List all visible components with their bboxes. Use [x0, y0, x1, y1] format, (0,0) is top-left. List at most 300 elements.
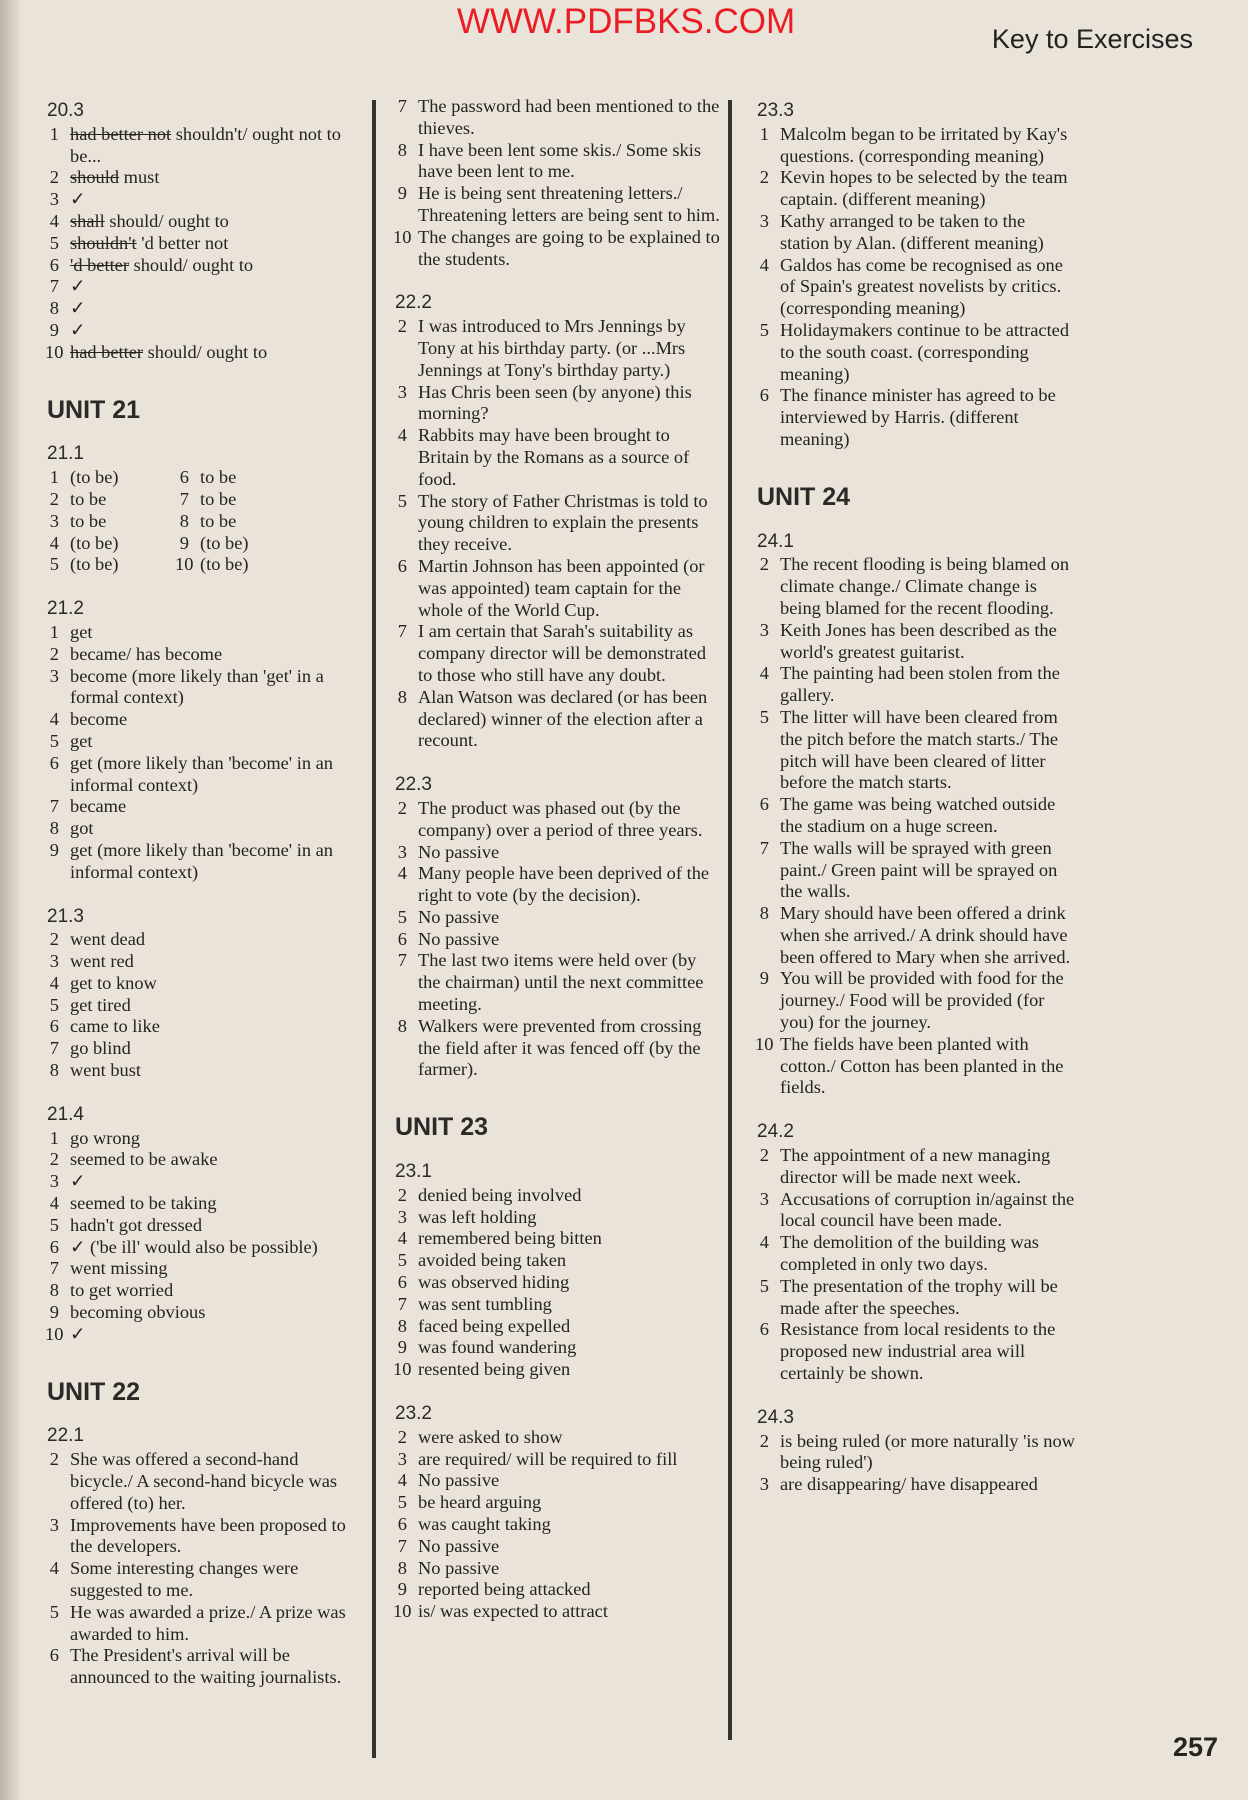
answer-number: 7 — [397, 1535, 407, 1556]
answer-number: 5 — [49, 554, 59, 575]
answer-text: The password had been mentioned to the thieves. — [418, 96, 720, 138]
answer-text: The painting had been stolen from the gallery. — [780, 663, 1060, 706]
answer-text: Resistance from local residents to the proposed new industrial area will certainly be shown. — [780, 1319, 1056, 1384]
answer-item — [45, 1302, 365, 1324]
answer-item — [393, 491, 723, 556]
answer-number: 8 — [397, 1315, 407, 1336]
answer-text: Accusations of corruption in/against the local council have been made. — [780, 1188, 1075, 1231]
answer-item — [175, 489, 325, 511]
answer-text: become (more likely than 'get' in a formal context) — [70, 665, 324, 708]
answer-item — [393, 1207, 723, 1229]
answer-item — [175, 467, 325, 489]
answer-number: 8 — [49, 1060, 59, 1081]
answer-number: 1 — [49, 1127, 59, 1148]
answer-number: 6 — [49, 254, 59, 275]
answer-text: No passive — [418, 1557, 500, 1578]
answer-text: The litter will have been cleared from the pitch before the match starts./ The pitch will have been cleared of litter before the match starts. — [780, 706, 1058, 793]
answer-number: 4 — [397, 1470, 407, 1491]
answer-item — [393, 1359, 723, 1381]
answer-number: 4 — [397, 1228, 407, 1249]
answer-text: Has Chris been seen (by anyone) this morning? — [418, 381, 692, 424]
answer-number: 5 — [49, 994, 59, 1015]
answer-number: 4 — [397, 863, 407, 884]
answer-text: Rabbits may have been brought to Britain by the Romans as a source of food. — [418, 425, 690, 489]
answer-number: 10 — [393, 1601, 412, 1622]
answer-item — [393, 1558, 723, 1580]
answer-text: ✓ — [70, 1171, 86, 1192]
answer-item — [393, 140, 723, 184]
answer-item — [45, 489, 175, 511]
answer-item — [393, 1316, 723, 1338]
answer-number: 8 — [49, 298, 59, 319]
answer-item — [45, 796, 365, 818]
answer-text: (to be) — [70, 554, 119, 575]
answer-number: 3 — [49, 951, 59, 972]
answer-item — [393, 425, 723, 490]
answer-number: 7 — [49, 276, 59, 297]
answer-text: I was introduced to Mrs Jennings by Tony at his birthday party. (or ...Mrs Jennings at Tony's birthday party.) — [418, 316, 686, 380]
answer-item — [45, 533, 175, 555]
answer-number: 8 — [397, 1015, 407, 1036]
answer-number: 2 — [397, 797, 407, 818]
answer-item — [45, 622, 365, 644]
answer-number: 3 — [759, 210, 769, 231]
answer-text: was observed hiding — [418, 1272, 570, 1293]
answer-number: 4 — [49, 210, 59, 231]
answer-item — [755, 124, 1075, 168]
answer-text: was found wandering — [418, 1337, 577, 1358]
answer-item — [393, 382, 723, 426]
answer-number: 6 — [49, 752, 59, 773]
answer-item — [45, 1038, 365, 1060]
answer-number: 9 — [49, 1302, 59, 1323]
answer-text: shouldn't/ ought not to be... — [70, 123, 341, 166]
answer-number: 10 — [393, 226, 412, 247]
answer-number: 5 — [49, 1214, 59, 1235]
answer-item — [393, 950, 723, 1015]
exercise-label: 23.3 — [757, 100, 794, 121]
answer-text: Kevin hopes to be selected by the team captain. (different meaning) — [780, 167, 1068, 210]
answer-list — [755, 554, 1075, 1099]
answer-text: Martin Johnson has been appointed (or was appointed) team captain for the whole of the World Cup. — [418, 555, 705, 620]
answer-item — [393, 1016, 723, 1081]
answer-list — [393, 316, 723, 752]
answer-item — [45, 818, 365, 840]
answer-text: get (more likely than 'become' in an informal context) — [70, 752, 333, 795]
answer-number: 7 — [397, 950, 407, 971]
answer-item — [45, 644, 365, 666]
answer-text: The demolition of the building was completed in only two days. — [780, 1232, 1039, 1275]
answer-number: 5 — [759, 1275, 769, 1296]
answer-item — [393, 1470, 723, 1492]
answer-number: 6 — [397, 928, 407, 949]
answer-item — [393, 1427, 723, 1449]
answer-text: are required/ will be required to fill — [418, 1448, 678, 1469]
answer-text: Mary should have been offered a drink when she arrived./ A drink should have been offered to Mary when she arrived. — [780, 903, 1071, 967]
answer-item — [45, 1515, 365, 1559]
answer-item — [393, 1250, 723, 1272]
answer-number: 7 — [49, 796, 59, 817]
answer-item — [393, 96, 723, 140]
column-rule-1 — [372, 100, 376, 1758]
watermark: WWW.PDFBKS.COM — [456, 2, 796, 41]
answer-list — [45, 929, 365, 1082]
exercise-label: 21.1 — [47, 443, 84, 465]
answer-item — [45, 1324, 365, 1346]
answer-item — [45, 167, 365, 189]
answer-item — [45, 951, 365, 973]
answer-text: should/ ought to — [104, 210, 229, 231]
answer-item — [393, 1449, 723, 1471]
answer-text: (to be) — [70, 532, 119, 553]
answer-number: 4 — [759, 663, 769, 684]
answer-number: 3 — [397, 841, 407, 862]
answer-item — [45, 554, 175, 576]
answer-text: You will be provided with food for the journey./ Food will be provided (for you) for the journey. — [780, 968, 1064, 1033]
answer-text: to be — [200, 467, 237, 488]
answer-text: to be — [200, 488, 237, 509]
answer-list — [45, 124, 365, 364]
answer-number: 2 — [397, 316, 407, 337]
answer-item — [45, 211, 365, 233]
answer-number: 6 — [759, 794, 769, 815]
answer-list — [393, 798, 723, 1081]
answer-item — [393, 1228, 723, 1250]
column-1 — [45, 96, 365, 1689]
answer-text: The presentation of the trophy will be made after the speeches. — [780, 1275, 1058, 1318]
answer-item — [45, 320, 365, 342]
answer-number: 7 — [49, 1038, 59, 1059]
answer-number: 6 — [179, 467, 189, 488]
answer-number: 3 — [49, 510, 59, 531]
answer-item — [45, 1280, 365, 1302]
answer-item — [45, 1215, 365, 1237]
answer-text: is/ was expected to attract — [418, 1601, 608, 1622]
answer-number: 5 — [759, 706, 769, 727]
answer-number: 2 — [49, 1149, 59, 1170]
answer-text: denied being involved — [418, 1184, 582, 1205]
answer-text: get — [70, 621, 93, 642]
answer-number: 4 — [759, 1232, 769, 1253]
answer-text: No passive — [418, 1535, 500, 1556]
answer-text: No passive — [418, 1470, 500, 1491]
answer-item — [45, 511, 175, 533]
answer-item — [755, 1276, 1075, 1320]
answer-text: became/ has become — [70, 643, 223, 664]
answer-text: was caught taking — [418, 1514, 551, 1535]
answer-number: 8 — [397, 686, 407, 707]
answer-item — [45, 973, 365, 995]
answer-text: Alan Watson was declared (or has been declared) winner of the election after a recount. — [418, 686, 708, 751]
answer-list — [393, 1427, 723, 1623]
answer-item — [755, 211, 1075, 255]
answer-item — [393, 907, 723, 929]
answer-text: Some interesting changes were suggested to me. — [70, 1558, 299, 1601]
answer-item — [45, 1171, 365, 1193]
answer-item — [755, 1189, 1075, 1233]
exercise-label: 24.3 — [757, 1406, 794, 1428]
answer-item — [393, 1337, 723, 1359]
answer-text: is being ruled (or more naturally 'is now being ruled') — [780, 1430, 1075, 1473]
answer-text: ✓ — [70, 276, 86, 297]
answer-text: The appointment of a new managing director will be made next week. — [780, 1145, 1051, 1187]
answer-text: go wrong — [70, 1127, 140, 1148]
unit-heading: UNIT 23 — [395, 1113, 489, 1142]
answer-text: She was offered a second-hand bicycle./ A second-hand bicycle was offered (to) her. — [70, 1449, 338, 1513]
answer-number: 9 — [397, 1337, 407, 1358]
answer-item — [175, 511, 325, 533]
answer-text: got — [70, 818, 94, 839]
answer-number: 6 — [397, 555, 407, 576]
answer-text: Improvements have been proposed to the developers. — [70, 1514, 346, 1557]
answer-item — [45, 233, 365, 255]
answer-number: 5 — [49, 1601, 59, 1622]
answer-text: Kathy arranged to be taken to the station by Alan. (different meaning) — [780, 210, 1044, 253]
answer-item — [755, 903, 1075, 968]
answer-grid — [45, 467, 365, 576]
answer-text: The finance minister has agreed to be interviewed by Harris. (different meaning) — [780, 385, 1056, 449]
running-head: Key to Exercises — [991, 24, 1193, 54]
answer-item — [393, 621, 723, 686]
answer-number: 3 — [49, 189, 59, 210]
exercise-label: 24.2 — [757, 1121, 794, 1143]
answer-text: get tired — [70, 994, 131, 1015]
answer-item — [45, 1602, 365, 1646]
answer-text: ✓ — [70, 298, 86, 319]
answer-number: 2 — [49, 167, 59, 188]
column-3 — [755, 96, 1075, 1496]
answer-text: The story of Father Christmas is told to young children to explain the presents they receive. — [418, 490, 708, 555]
answer-number: 7 — [179, 488, 189, 509]
struck-text: shouldn't — [70, 232, 137, 253]
answer-item — [755, 167, 1075, 211]
answer-number: 3 — [759, 1188, 769, 1209]
answer-item — [45, 1128, 365, 1150]
answer-number: 3 — [397, 1448, 407, 1469]
answer-item — [393, 1514, 723, 1536]
answer-number: 6 — [397, 1272, 407, 1293]
answer-number: 3 — [759, 619, 769, 640]
answer-text: The product was phased out (by the company) over a period of three years. — [418, 797, 703, 840]
answer-item — [755, 663, 1075, 707]
answer-item — [755, 707, 1075, 794]
answer-item — [393, 227, 723, 271]
answer-item — [45, 666, 365, 710]
answer-item — [755, 620, 1075, 664]
answer-text: No passive — [418, 928, 500, 949]
answer-text: to be — [70, 488, 107, 509]
answer-text: become — [70, 709, 128, 730]
answer-item — [393, 1601, 723, 1623]
answer-text: get to know — [70, 972, 157, 993]
exercise-label: 21.4 — [47, 1103, 84, 1125]
answer-number: 5 — [49, 232, 59, 253]
answer-item — [175, 533, 325, 555]
answer-number: 6 — [49, 1236, 59, 1257]
answer-item — [755, 794, 1075, 838]
answer-number: 2 — [397, 1426, 407, 1447]
answer-text: Many people have been deprived of the right to vote (by the decision). — [418, 863, 710, 906]
answer-number: 3 — [759, 1474, 769, 1495]
answer-text: The recent flooding is being blamed on climate change./ Climate change is being blamed for the recent flooding. — [780, 554, 1070, 618]
answer-number: 10 — [45, 1323, 64, 1344]
answer-text: went dead — [70, 929, 146, 950]
answer-number: 9 — [179, 532, 189, 553]
answer-text: must — [119, 167, 160, 188]
answer-list — [393, 96, 723, 270]
answer-item — [755, 1145, 1075, 1189]
answer-number: 6 — [49, 1645, 59, 1666]
answer-number: 8 — [397, 1557, 407, 1578]
answer-number: 7 — [397, 621, 407, 642]
answer-number: 5 — [397, 490, 407, 511]
answer-number: 3 — [49, 665, 59, 686]
struck-text: had better not — [70, 123, 172, 144]
answer-item — [755, 968, 1075, 1033]
column-2 — [393, 96, 723, 1623]
answer-text: faced being expelled — [418, 1315, 571, 1336]
answer-text: to be — [200, 510, 237, 531]
answer-number: 10 — [175, 554, 194, 575]
answer-text: went red — [70, 951, 134, 972]
answer-item — [45, 276, 365, 298]
unit-heading: UNIT 21 — [47, 395, 141, 424]
answer-number: 5 — [397, 1492, 407, 1513]
answer-item — [45, 1060, 365, 1082]
answer-item — [393, 1579, 723, 1601]
answer-item — [755, 1474, 1075, 1496]
answer-item — [755, 1034, 1075, 1099]
answer-text: No passive — [418, 841, 500, 862]
unit-heading: UNIT 22 — [47, 1377, 141, 1406]
answer-number: 2 — [49, 1449, 59, 1470]
answer-number: 9 — [397, 183, 407, 204]
answer-item — [393, 1185, 723, 1207]
answer-text: The President's arrival will be announced to the waiting journalists. — [70, 1645, 342, 1688]
answer-list — [45, 1449, 365, 1689]
answer-number: 2 — [759, 167, 769, 188]
exercise-label: 21.3 — [47, 905, 84, 927]
answer-item — [755, 320, 1075, 385]
answer-number: 9 — [49, 839, 59, 860]
answer-text: are disappearing/ have disappeared — [780, 1474, 1038, 1495]
answer-text: became — [70, 796, 127, 817]
answer-number: 6 — [759, 1319, 769, 1340]
answer-text: reported being attacked — [418, 1579, 591, 1600]
answer-number: 1 — [49, 621, 59, 642]
answer-number: 9 — [397, 1579, 407, 1600]
answer-number: 2 — [49, 643, 59, 664]
answer-item — [45, 731, 365, 753]
answer-item — [393, 842, 723, 864]
answer-text: Walkers were prevented from crossing the field after it was fenced off (by the farmer). — [418, 1015, 702, 1080]
answer-text: seemed to be awake — [70, 1149, 218, 1170]
answer-item — [393, 316, 723, 381]
answer-item — [45, 1449, 365, 1514]
answer-item — [393, 929, 723, 951]
answer-number: 5 — [397, 906, 407, 927]
answer-item — [393, 556, 723, 621]
answer-item — [393, 1492, 723, 1514]
answer-text: avoided being taken — [418, 1250, 567, 1271]
answer-item — [755, 554, 1075, 619]
answer-text: ✓ — [70, 189, 86, 210]
answer-number: 2 — [49, 488, 59, 509]
answer-list — [45, 1128, 365, 1346]
answer-item — [393, 863, 723, 907]
answer-text: went bust — [70, 1060, 142, 1081]
answer-text: came to like — [70, 1016, 160, 1037]
answer-item — [45, 753, 365, 797]
answer-number: 2 — [759, 1145, 769, 1166]
answer-number: 5 — [759, 319, 769, 340]
answer-text: hadn't got dressed — [70, 1214, 203, 1235]
answer-number: 10 — [755, 1033, 774, 1054]
answer-number: 5 — [49, 730, 59, 751]
answer-number: 4 — [49, 709, 59, 730]
answer-text: The game was being watched outside the stadium on a huge screen. — [780, 794, 1056, 836]
answer-number: 4 — [49, 972, 59, 993]
answer-item — [45, 840, 365, 884]
exercise-label: 22.3 — [395, 774, 432, 796]
answer-item — [45, 255, 365, 277]
answer-item — [45, 467, 175, 489]
answer-text: ✓ — [70, 319, 86, 340]
answer-text: Galdos has come be recognised as one of Spain's greatest novelists by critics. (corresponding meaning) — [780, 254, 1063, 319]
answer-text: to get worried — [70, 1280, 174, 1301]
answer-text: was left holding — [418, 1206, 537, 1227]
exercise-label: 24.1 — [757, 530, 794, 552]
answer-text: The changes are going to be explained to the students. — [418, 226, 720, 269]
answer-number: 4 — [49, 1558, 59, 1579]
page-number: 257 — [1172, 1732, 1218, 1762]
answer-text: resented being given — [418, 1359, 571, 1380]
answer-number: 5 — [397, 1250, 407, 1271]
answer-number: 4 — [759, 254, 769, 275]
answer-text: (to be) — [70, 467, 119, 488]
answer-number: 2 — [759, 1430, 769, 1451]
answer-text: ✓ ('be ill' would also be possible) — [70, 1236, 318, 1257]
answer-number: 8 — [179, 510, 189, 531]
answer-list — [755, 1145, 1075, 1385]
answer-number: 10 — [393, 1359, 412, 1380]
answer-number: 2 — [759, 554, 769, 575]
answer-item — [45, 929, 365, 951]
answer-number: 6 — [49, 1016, 59, 1037]
answer-list — [45, 622, 365, 884]
answer-number: 8 — [49, 818, 59, 839]
answer-number: 3 — [397, 1206, 407, 1227]
answer-text: ✓ — [70, 1323, 86, 1344]
answer-text: should/ ought to — [143, 341, 268, 362]
answer-number: 8 — [49, 1280, 59, 1301]
answer-item — [393, 1294, 723, 1316]
answer-item — [45, 298, 365, 320]
answer-item — [45, 1237, 365, 1259]
answer-text: I have been lent some skis./ Some skis have been lent to me. — [418, 139, 701, 182]
answer-text: were asked to show — [418, 1426, 563, 1447]
answer-item — [45, 1558, 365, 1602]
answer-text: to be — [70, 510, 107, 531]
answer-item — [45, 1645, 365, 1689]
answer-text: should/ ought to — [128, 254, 254, 275]
exercise-label: 22.1 — [47, 1425, 84, 1447]
answer-text: The last two items were held over (by the chairman) until the next committee meeting. — [418, 950, 704, 1015]
answer-number: 1 — [49, 123, 59, 144]
answer-text: (to be) — [200, 554, 249, 575]
answer-number: 7 — [759, 837, 769, 858]
answer-text: Keith Jones has been described as the world's greatest guitarist. — [780, 619, 1057, 662]
